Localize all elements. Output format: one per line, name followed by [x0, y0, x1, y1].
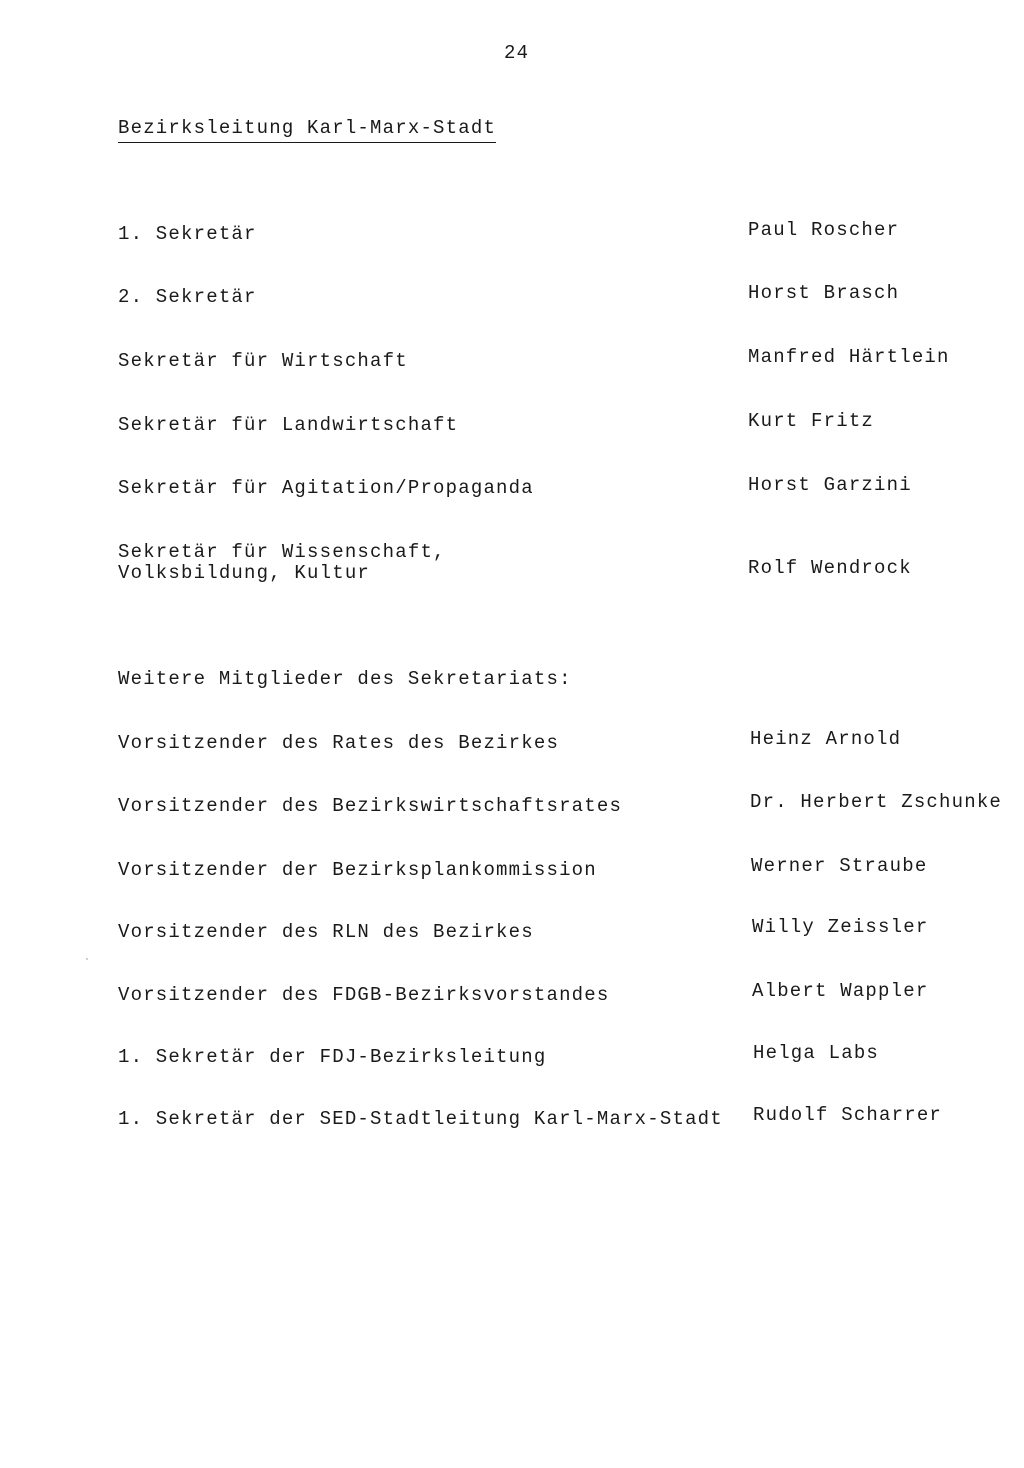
- page-number: 24: [504, 42, 530, 64]
- role-label: 1. Sekretär der FDJ-Bezirksleitung: [118, 1046, 547, 1068]
- role-label: Vorsitzender des Rates des Bezirkes: [118, 732, 560, 754]
- person-name: Manfred Härtlein: [748, 346, 950, 368]
- person-name: Willy Zeissler: [752, 916, 929, 938]
- person-name: Werner Straube: [751, 855, 928, 877]
- further-members-heading: Weitere Mitglieder des Sekretariats:: [118, 668, 572, 690]
- role-label: Vorsitzender des Bezirkswirtschaftsrates: [118, 795, 623, 817]
- role-label: Sekretär für Wissenschaft,: [118, 541, 446, 563]
- role-label: 1. Sekretär: [118, 223, 257, 245]
- role-label: Sekretär für Agitation/Propaganda: [118, 477, 534, 499]
- role-label: Vorsitzender der Bezirksplankommission: [118, 859, 597, 881]
- role-label: 1. Sekretär der SED-Stadtleitung Karl-Marx-Stadt: [118, 1108, 723, 1130]
- person-name: Kurt Fritz: [748, 410, 875, 432]
- role-label: Sekretär für Landwirtschaft: [118, 414, 459, 436]
- role-label: Vorsitzender des FDGB-Bezirksvorstandes: [118, 984, 610, 1006]
- person-name: Albert Wappler: [752, 980, 929, 1002]
- person-name: Horst Garzini: [748, 474, 912, 496]
- role-label: Vorsitzender des RLN des Bezirkes: [118, 921, 534, 943]
- person-name: Rolf Wendrock: [748, 557, 912, 579]
- person-name: Horst Brasch: [748, 282, 900, 304]
- scan-speck: [86, 958, 88, 960]
- role-label: Sekretär für Wirtschaft: [118, 350, 408, 372]
- role-label: 2. Sekretär: [118, 286, 257, 308]
- document-heading: Bezirksleitung Karl-Marx-Stadt: [118, 117, 496, 143]
- person-name: Dr. Herbert Zschunke: [750, 791, 1003, 813]
- person-name: Rudolf Scharrer: [753, 1104, 943, 1126]
- person-name: Helga Labs: [753, 1042, 880, 1064]
- role-label-continued: Volksbildung, Kultur: [118, 562, 371, 584]
- person-name: Paul Roscher: [748, 219, 900, 241]
- person-name: Heinz Arnold: [750, 728, 902, 750]
